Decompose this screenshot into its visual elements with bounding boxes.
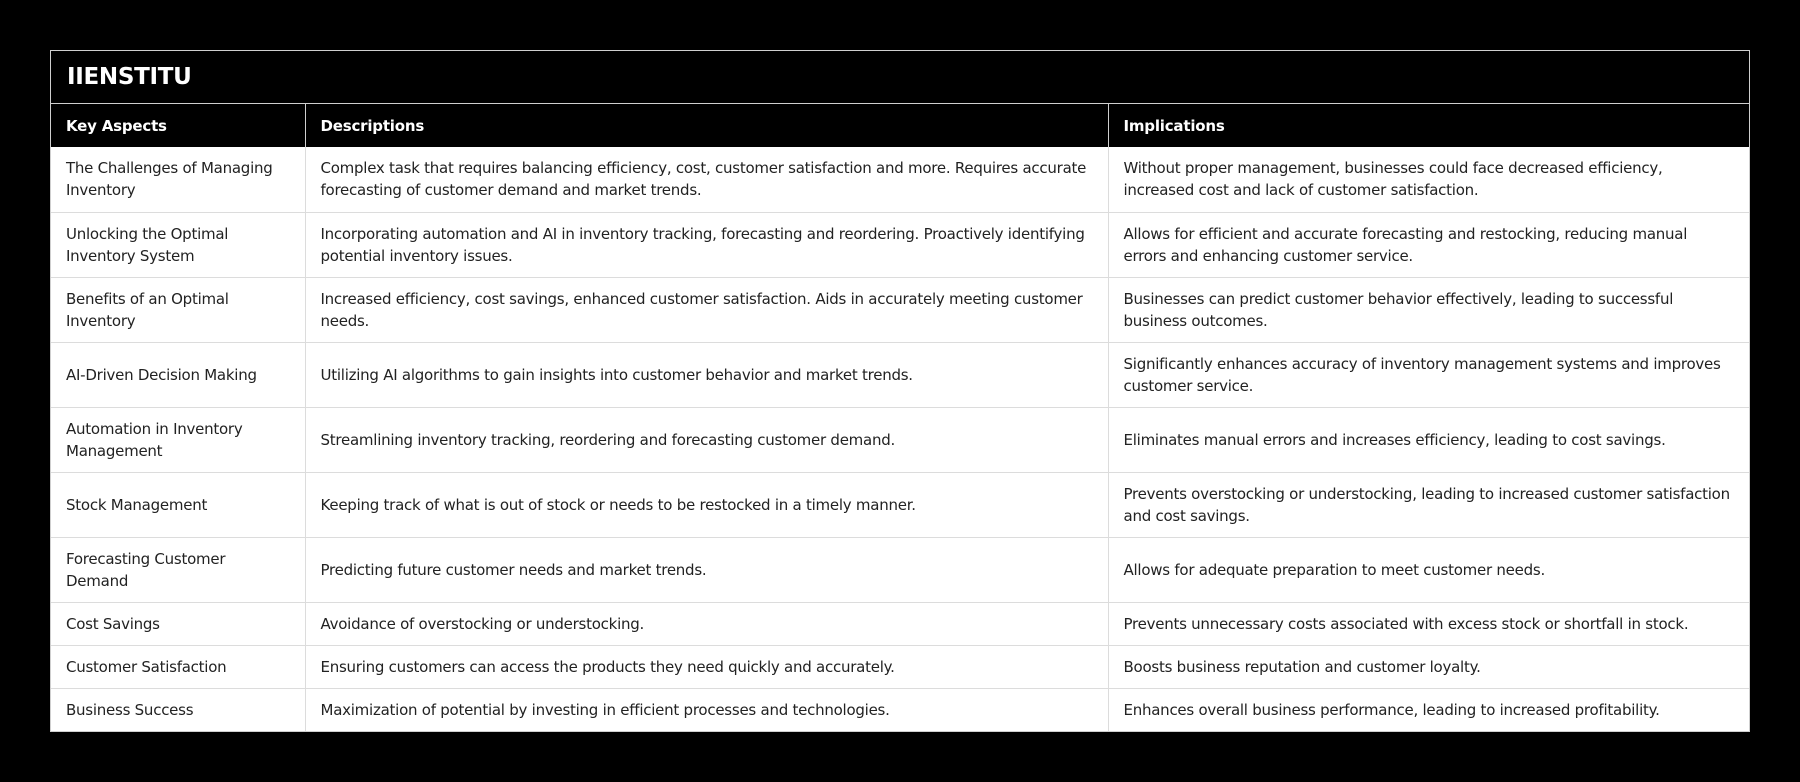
column-header-implications: Implications <box>1108 104 1749 147</box>
cell-description: Maximization of potential by investing in efficient processes and technologies. <box>305 688 1108 731</box>
column-header-descriptions: Descriptions <box>305 104 1108 147</box>
cell-aspect: Customer Satisfaction <box>51 645 305 688</box>
cell-aspect: Business Success <box>51 688 305 731</box>
table-row <box>51 688 1749 731</box>
cell-description: Complex task that requires balancing efficiency, cost, customer satisfaction and more. Requires accurate forecasting of customer demand and market trends. <box>305 147 1108 212</box>
cell-description: Keeping track of what is out of stock or needs to be restocked in a timely manner. <box>305 472 1108 537</box>
cell-description: Increased efficiency, cost savings, enhanced customer satisfaction. Aids in accurately meeting customer needs. <box>305 277 1108 342</box>
table-row <box>51 537 1749 602</box>
table-row <box>51 602 1749 645</box>
table-row <box>51 342 1749 407</box>
table-title: IIENSTITU <box>51 51 1749 104</box>
cell-implication: Enhances overall business performance, leading to increased profitability. <box>1108 688 1749 731</box>
cell-implication: Significantly enhances accuracy of inventory management systems and improves customer service. <box>1108 342 1749 407</box>
cell-implication: Prevents overstocking or understocking, leading to increased customer satisfaction and cost savings. <box>1108 472 1749 537</box>
cell-description: Streamlining inventory tracking, reordering and forecasting customer demand. <box>305 407 1108 472</box>
cell-implication: Allows for efficient and accurate forecasting and restocking, reducing manual errors and enhancing customer service. <box>1108 212 1749 277</box>
cell-aspect: Unlocking the Optimal Inventory System <box>51 212 305 277</box>
cell-implication: Boosts business reputation and customer loyalty. <box>1108 645 1749 688</box>
cell-aspect: Forecasting Customer Demand <box>51 537 305 602</box>
cell-implication: Businesses can predict customer behavior effectively, leading to successful business outcomes. <box>1108 277 1749 342</box>
cell-implication: Eliminates manual errors and increases efficiency, leading to cost savings. <box>1108 407 1749 472</box>
table-row <box>51 277 1749 342</box>
cell-description: Incorporating automation and AI in inventory tracking, forecasting and reordering. Proactively identifying potential inventory issues. <box>305 212 1108 277</box>
cell-aspect: Benefits of an Optimal Inventory <box>51 277 305 342</box>
cell-description: Ensuring customers can access the products they need quickly and accurately. <box>305 645 1108 688</box>
table-row <box>51 472 1749 537</box>
inventory-table-card <box>50 50 1750 732</box>
cell-aspect: AI-Driven Decision Making <box>51 342 305 407</box>
cell-implication: Allows for adequate preparation to meet customer needs. <box>1108 537 1749 602</box>
cell-aspect: Stock Management <box>51 472 305 537</box>
header-row <box>51 104 1749 147</box>
cell-implication: Without proper management, businesses could face decreased efficiency, increased cost and lack of customer satisfaction. <box>1108 147 1749 212</box>
cell-description: Avoidance of overstocking or understocking. <box>305 602 1108 645</box>
cell-implication: Prevents unnecessary costs associated with excess stock or shortfall in stock. <box>1108 602 1749 645</box>
table-row <box>51 407 1749 472</box>
key-aspects-table <box>51 104 1749 731</box>
table-row <box>51 645 1749 688</box>
cell-aspect: The Challenges of Managing Inventory <box>51 147 305 212</box>
cell-aspect: Automation in Inventory Management <box>51 407 305 472</box>
column-header-key-aspects: Key Aspects <box>51 104 305 147</box>
cell-description: Predicting future customer needs and market trends. <box>305 537 1108 602</box>
cell-description: Utilizing AI algorithms to gain insights into customer behavior and market trends. <box>305 342 1108 407</box>
table-row <box>51 212 1749 277</box>
table-row <box>51 147 1749 212</box>
cell-aspect: Cost Savings <box>51 602 305 645</box>
